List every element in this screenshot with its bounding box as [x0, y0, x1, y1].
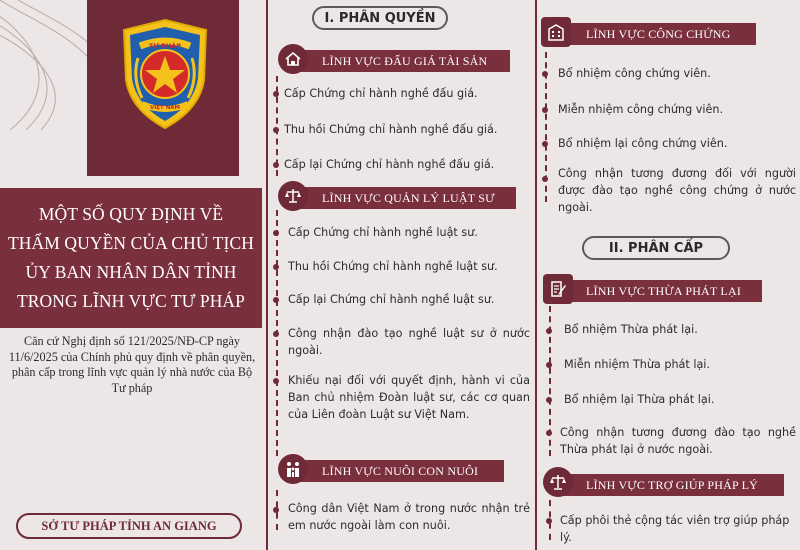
list-item: Công nhận tương đương đối với người được đào tạo nghề công chứng ở nước ngoài. — [558, 167, 796, 214]
left-panel — [0, 0, 268, 550]
list-item: Thu hồi Chứng chỉ hành nghề đấu giá. — [284, 123, 498, 136]
field-adoption: LĨNH VỰC NUÔI CON NUÔI — [296, 460, 504, 482]
list-item: Bổ nhiệm Thừa phát lại. — [564, 323, 698, 336]
bullet — [273, 378, 279, 384]
list-item: Bổ nhiệm lại công chứng viên. — [558, 137, 728, 150]
list-item: Công nhận đào tạo nghề luật sư ở nước ngoài. — [288, 327, 530, 357]
list-item: Bổ nhiệm công chứng viên. — [558, 67, 711, 80]
list-item: Cấp Chứng chỉ hành nghề đấu giá. — [284, 87, 478, 100]
list-item: Cấp phôi thẻ cộng tác viên trợ giúp pháp lý. — [560, 514, 790, 544]
list-item: Bổ nhiệm lại Thừa phát lại. — [564, 393, 715, 406]
emblem-top-text: TƯ PHÁP — [148, 42, 182, 50]
family-icon — [278, 454, 308, 484]
title-line: TRONG LĨNH VỰC TƯ PHÁP — [16, 291, 246, 311]
list-item: Khiếu nại đối với quyết định, hành vi của Ban chủ nhiệm Đoàn luật sư, các cơ quan của Liên đoàn Luật sư Việt Nam. — [288, 374, 530, 421]
bullet — [542, 141, 548, 147]
title-line: MỘT SỐ QUY ĐỊNH VỀ — [38, 204, 224, 224]
house-hand-icon — [278, 44, 308, 74]
bullet — [273, 331, 279, 337]
field-bailiff: LĨNH VỰC THỪA PHÁT LẠI — [562, 280, 762, 302]
list-item: Cấp Chứng chỉ hành nghề luật sư. — [288, 226, 478, 239]
column-divider — [266, 0, 268, 550]
bullet — [546, 362, 552, 368]
list-item: Miễn nhiệm công chứng viên. — [558, 103, 723, 116]
bullet — [273, 230, 279, 236]
justice-emblem-icon — [120, 18, 210, 130]
bullet — [546, 328, 552, 334]
field-lawyer: LĨNH VỰC QUẢN LÝ LUẬT SƯ — [296, 187, 516, 209]
section-1-title: I. PHÂN QUYỀN — [312, 6, 448, 30]
building-icon — [541, 17, 571, 47]
field-auction: LĨNH VỰC ĐẤU GIÁ TÀI SẢN — [296, 50, 510, 72]
list-item: Cấp lại Chứng chỉ hành nghề đấu giá. — [284, 158, 495, 171]
bullet — [273, 297, 279, 303]
document-pen-icon — [543, 274, 573, 304]
bullet — [273, 162, 279, 168]
legal-basis: Căn cứ Nghị định số 121/2025/NĐ-CP ngày 11/6/2025 của Chính phủ quy định về phân quyền, phân cấp trong lĩnh vực quản lý nhà nước của Bộ Tư pháp — [8, 334, 256, 395]
bullet — [546, 430, 552, 436]
field-notary: LĨNH VỰC CÔNG CHỨNG — [560, 23, 756, 45]
bullet — [546, 397, 552, 403]
justice-scale-icon — [543, 467, 573, 497]
department-badge: SỞ TƯ PHÁP TỈNH AN GIANG — [16, 513, 242, 539]
emblem-bottom-text: VIỆT NAM — [149, 105, 181, 111]
title-line: ỦY BAN NHÂN DÂN TỈNH — [25, 262, 237, 282]
bullet — [273, 264, 279, 270]
bullet — [542, 71, 548, 77]
bullet — [273, 127, 279, 133]
title-line: THẨM QUYỀN CỦA CHỦ TỊCH — [7, 233, 254, 253]
bullet — [542, 176, 548, 182]
list-item: Miễn nhiệm Thừa phát lại. — [564, 358, 710, 371]
bullet — [546, 518, 552, 524]
list-item: Thu hồi Chứng chỉ hành nghề luật sư. — [288, 260, 498, 273]
bullet — [542, 107, 548, 113]
section-2-title: II. PHÂN CẤP — [582, 236, 730, 260]
list-item: Công dân Việt Nam ở trong nước nhận trẻ em nước ngoài làm con nuôi. — [288, 502, 530, 532]
bullet — [273, 91, 279, 97]
list-item: Cấp lại Chứng chỉ hành nghề luật sư. — [288, 293, 495, 306]
list-item: Công nhận tương đương đào tạo nghề Thừa phát lại ở nước ngoài. — [560, 426, 796, 456]
scales-icon — [278, 181, 308, 211]
bullet — [273, 507, 279, 513]
main-title — [0, 188, 262, 328]
column-divider — [535, 0, 537, 550]
field-legal-aid: LĨNH VỰC TRỢ GIÚP PHÁP LÝ — [562, 474, 784, 496]
